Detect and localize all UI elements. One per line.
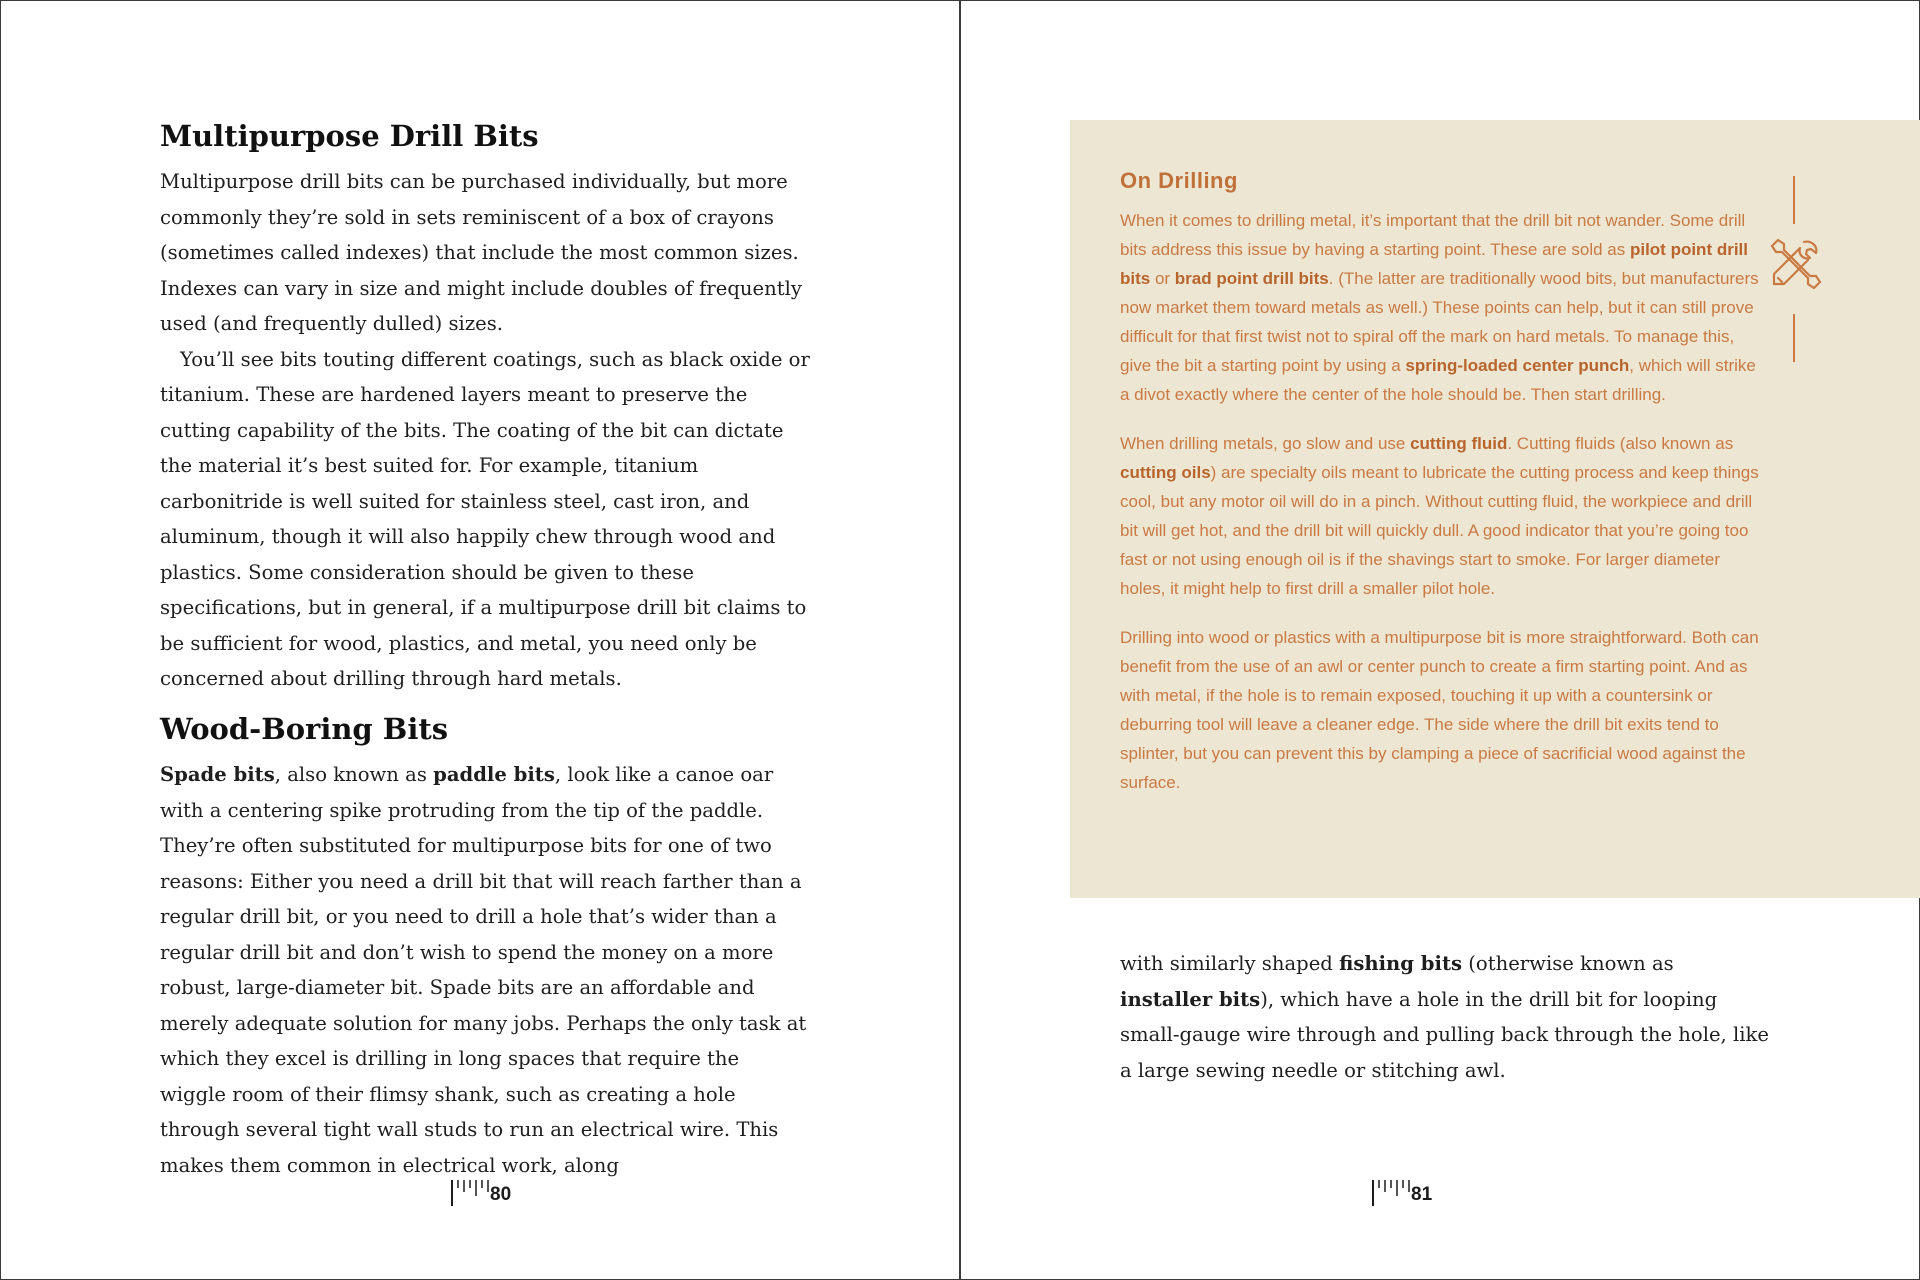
tools-crossed-icon — [1764, 234, 1824, 294]
paragraph-multipurpose-2: You’ll see bits touting different coatings, such as black oxide or titanium. These are hardened layers meant to preserve the cutting capability of the bits. The coating of the bit can dictate the material it’s best suited for. For example, titanium carbonitride is well suited for stainless steel, cast iron, and aluminum, though it will also happily chew through wood and plastics. Some consideration should be given to these specifications, but in general, if a multipurpose drill bit claims to be sufficient for wood, plastics, and metal, you need only be concerned about drilling through hard metals. — [160, 347, 810, 691]
right-text-column — [1120, 946, 1770, 1088]
term-pilot-point: pilot point drill bits — [1120, 240, 1748, 288]
paragraph-wood-boring — [160, 757, 810, 1183]
left-text-column — [160, 118, 810, 1183]
text-span: . (The latter are traditionally wood bits, but manufacturers now market them toward metals as well.) These points can help, but it can still prove difficult for that first twist not to spiral off the mark on hard metals. To manage this, give the bit a starting point by using a — [1120, 269, 1759, 375]
term-spade-bits: Spade bits — [160, 763, 275, 786]
section-heading-multipurpose: Multipurpose Drill Bits — [160, 119, 539, 153]
text-span: or — [1150, 269, 1175, 288]
page-number: 81 — [1411, 1184, 1433, 1205]
section-heading-wood-boring: Wood-Boring Bits — [160, 711, 449, 746]
term-fishing-bits: fishing bits — [1339, 952, 1463, 975]
sidebar-ornament — [1764, 176, 1824, 362]
page-folio-left — [450, 1172, 511, 1206]
sidebar-title: On Drilling — [1120, 168, 1238, 193]
paragraph-continuation — [1120, 946, 1770, 1088]
text-span: (otherwise known as — [1462, 952, 1674, 975]
text-span: , also known as — [274, 763, 434, 786]
text-span: , which will strike a divot exactly where the center of the hole should be. Then start drilling. — [1120, 356, 1756, 404]
term-brad-point: brad point drill bits — [1174, 269, 1329, 288]
sidebar-content — [1120, 168, 1765, 817]
term-cutting-fluid: cutting fluid — [1410, 434, 1508, 453]
text-span: When it comes to drilling metal, it’s important that the drill bit not wander. Some drill bits address this issue by having a starting point. These are sold as — [1120, 211, 1746, 259]
text-span: ), which have a hole in the drill bit for looping small-gauge wire through and pulling back through the hole, like a large sewing needle or stitching awl. — [1120, 987, 1770, 1082]
term-cutting-oils: cutting oils — [1120, 463, 1211, 482]
ruler-icon — [1371, 1176, 1415, 1206]
page-number: 80 — [490, 1184, 512, 1205]
sidebar-paragraph-3: Drilling into wood or plastics with a multipurpose bit is more straightforward. Both can benefit from the use of an awl or center punch to create a firm starting point. And as with metal, if the hole is to remain exposed, touching it up with a countersink or deburring tool will leave a cleaner edge. The side where the drill bit exits tend to splinter, but you can prevent this by clamping a piece of sacrificial wood against the surface. — [1120, 628, 1759, 792]
ruler-icon — [450, 1176, 494, 1206]
sidebar-paragraph-1 — [1120, 206, 1765, 409]
right-page — [961, 0, 1920, 1280]
term-center-punch: spring-loaded center punch — [1405, 356, 1630, 375]
term-installer-bits: installer bits — [1120, 987, 1261, 1011]
sidebar-box — [1070, 120, 1920, 898]
text-span: When drilling metals, go slow and use — [1120, 434, 1411, 453]
term-paddle-bits: paddle bits — [433, 763, 555, 786]
page-folio-right — [1371, 1172, 1432, 1206]
ornament-divider — [1793, 314, 1795, 362]
left-page — [0, 0, 959, 1280]
paragraph-multipurpose-1: Multipurpose drill bits can be purchased individually, but more commonly they’re sold in sets reminiscent of a box of crayons (sometimes called indexes) that include the most common sizes. Indexes can vary in size and might include doubles of frequently used (and frequently dulled) sizes. — [160, 170, 802, 336]
text-span: , look like a canoe oar with a centering spike protruding from the tip of the paddle. They’re often substituted for multipurpose bits for one of two reasons: Either you need a drill bit that will reach farther than a regular drill bit, or you need to drill a hole that’s wider than a regular drill bit and don’t wish to spend the money on a more robust, large-diameter bit. Spade bits are an affordable and merely adequate solution for many jobs. Perhaps the only task at which they excel is drilling in long spaces that require the wiggle room of their flimsy shank, such as creating a hole through several tight wall studs to run an electrical wire. This makes them common in electrical work, along — [160, 763, 807, 1177]
text-span: ) are specialty oils meant to lubricate the cutting process and keep things cool, but any motor oil will do in a pinch. Without cutting fluid, the workpiece and drill bit will get hot, and the drill bit will quickly dull. A good indicator that you’re going too fast or not using enough oil is if the shavings start to smoke. For larger diameter holes, it might help to first drill a smaller pilot hole. — [1120, 463, 1759, 598]
text-span: with similarly shaped — [1120, 952, 1340, 975]
sidebar-paragraph-2 — [1120, 429, 1765, 603]
text-span: . Cutting fluids (also known as — [1507, 434, 1734, 453]
ornament-divider — [1793, 176, 1795, 224]
